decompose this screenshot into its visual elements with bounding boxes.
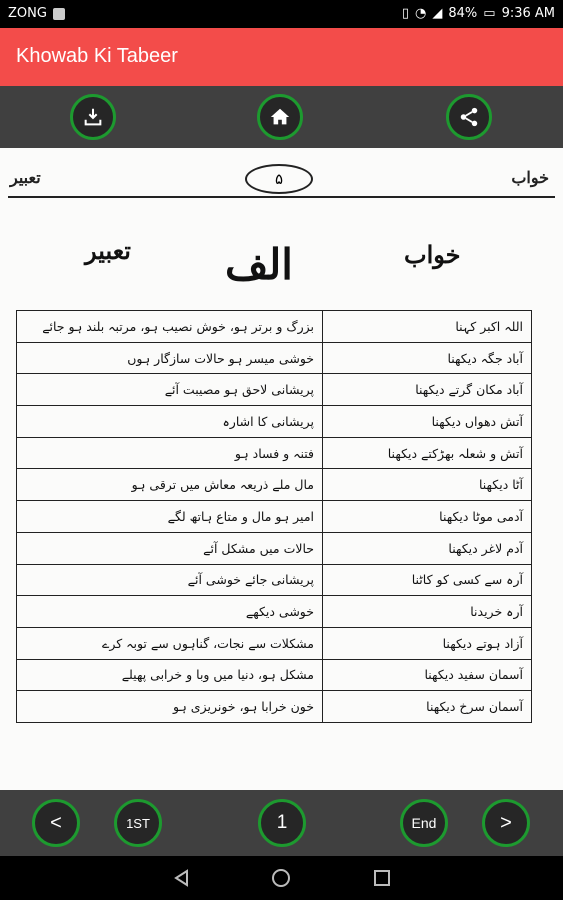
dream-cell: آتش و شعلہ بھڑکتے دیکھنا bbox=[323, 437, 532, 469]
share-button[interactable] bbox=[446, 94, 492, 140]
table-row bbox=[17, 342, 532, 374]
recents-icon[interactable] bbox=[372, 868, 392, 888]
interpretation-cell: بزرگ و برتر ہو، خوش نصیب ہو، مرتبہ بلند ہو جائے bbox=[17, 311, 323, 343]
table-row bbox=[17, 659, 532, 691]
interpretation-cell: امیر ہو مال و متاع ہاتھ لگے bbox=[17, 501, 323, 533]
dream-cell: آباد جگہ دیکھنا bbox=[323, 342, 532, 374]
status-left bbox=[8, 6, 65, 21]
table-row bbox=[17, 691, 532, 723]
page-header-dream: خواب bbox=[511, 168, 549, 187]
interpretation-cell: حالات میں مشکل آئے bbox=[17, 532, 323, 564]
home-icon bbox=[269, 106, 291, 128]
page-navigation-bar bbox=[0, 790, 563, 856]
dream-cell: آرہ سے کسی کو کاٹنا bbox=[323, 564, 532, 596]
dream-cell: آسمان سرخ دیکھنا bbox=[323, 691, 532, 723]
header-divider bbox=[8, 196, 555, 198]
interpretation-cell: پریشانی کا اشارہ bbox=[17, 406, 323, 438]
home-nav-icon[interactable] bbox=[271, 868, 291, 888]
dream-cell: آدمی موٹا دیکھنا bbox=[323, 501, 532, 533]
table-row bbox=[17, 627, 532, 659]
dream-cell: آسمان سفید دیکھنا bbox=[323, 659, 532, 691]
battery-icon: ▭ bbox=[483, 6, 496, 21]
interpretation-cell: مال ملے ذریعہ معاش میں ترقی ہو bbox=[17, 469, 323, 501]
table-row bbox=[17, 564, 532, 596]
dream-cell: اللہ اکبر کہنا bbox=[323, 311, 532, 343]
download-button[interactable] bbox=[70, 94, 116, 140]
download-icon bbox=[82, 106, 104, 128]
dream-cell: آدم لاغر دیکھنا bbox=[323, 532, 532, 564]
interpretation-cell: مشکل ہو، دنیا میں وبا و خرابی پھیلے bbox=[17, 659, 323, 691]
back-icon[interactable] bbox=[172, 868, 192, 888]
dream-cell: آٹا دیکھنا bbox=[323, 469, 532, 501]
heading-interpretation: تعبیر bbox=[85, 236, 131, 265]
table-row bbox=[17, 532, 532, 564]
current-page-indicator[interactable]: 1 bbox=[258, 799, 306, 847]
wifi-icon: ◔ bbox=[415, 6, 427, 21]
interpretation-cell: پریشانی لاحق ہو مصیبت آئے bbox=[17, 374, 323, 406]
app-title: Khowab Ki Tabeer bbox=[16, 45, 178, 67]
dream-cell: آتش دھواں دیکھنا bbox=[323, 406, 532, 438]
dream-table bbox=[16, 310, 532, 723]
next-page-button[interactable]: > bbox=[482, 799, 530, 847]
page-number: ۵ bbox=[245, 164, 313, 194]
table-row bbox=[17, 469, 532, 501]
prev-page-button[interactable]: < bbox=[32, 799, 80, 847]
book-page bbox=[0, 148, 563, 790]
notification-icon bbox=[53, 8, 65, 20]
interpretation-cell: خوشی دیکھے bbox=[17, 596, 323, 628]
last-page-button[interactable]: End bbox=[400, 799, 448, 847]
interpretation-cell: خون خرابا ہو، خونریزی ہو bbox=[17, 691, 323, 723]
table-row bbox=[17, 596, 532, 628]
interpretation-cell: خوشی میسر ہو حالات سازگار ہوں bbox=[17, 342, 323, 374]
top-toolbar bbox=[0, 86, 563, 148]
status-right bbox=[402, 6, 555, 21]
table-row bbox=[17, 311, 532, 343]
heading-letter: الف bbox=[225, 240, 293, 289]
app-bar bbox=[0, 28, 563, 86]
dream-cell: آزاد ہوتے دیکھنا bbox=[323, 627, 532, 659]
page-header-interpretation: تعبیر bbox=[10, 168, 41, 187]
interpretation-cell: مشکلات سے نجات، گناہوں سے توبہ کرے bbox=[17, 627, 323, 659]
system-navigation bbox=[0, 856, 563, 900]
vibrate-icon: ▯ bbox=[401, 6, 410, 21]
heading-dream: خواب bbox=[404, 240, 461, 269]
clock: 9:36 AM bbox=[501, 6, 555, 21]
battery-percent: 84% bbox=[448, 6, 478, 21]
status-bar bbox=[0, 0, 563, 28]
table-row bbox=[17, 437, 532, 469]
home-button[interactable] bbox=[257, 94, 303, 140]
interpretation-cell: پریشانی جائے خوشی آئے bbox=[17, 564, 323, 596]
carrier-label: ZONG bbox=[8, 6, 47, 21]
table-row bbox=[17, 406, 532, 438]
dream-cell: آباد مکان گرتے دیکھنا bbox=[323, 374, 532, 406]
table-row bbox=[17, 501, 532, 533]
signal-icon: ◢ bbox=[432, 6, 443, 21]
first-page-button[interactable]: 1ST bbox=[114, 799, 162, 847]
share-icon bbox=[458, 106, 480, 128]
interpretation-cell: فتنہ و فساد ہو bbox=[17, 437, 323, 469]
dream-cell: آرہ خریدنا bbox=[323, 596, 532, 628]
table-row bbox=[17, 374, 532, 406]
